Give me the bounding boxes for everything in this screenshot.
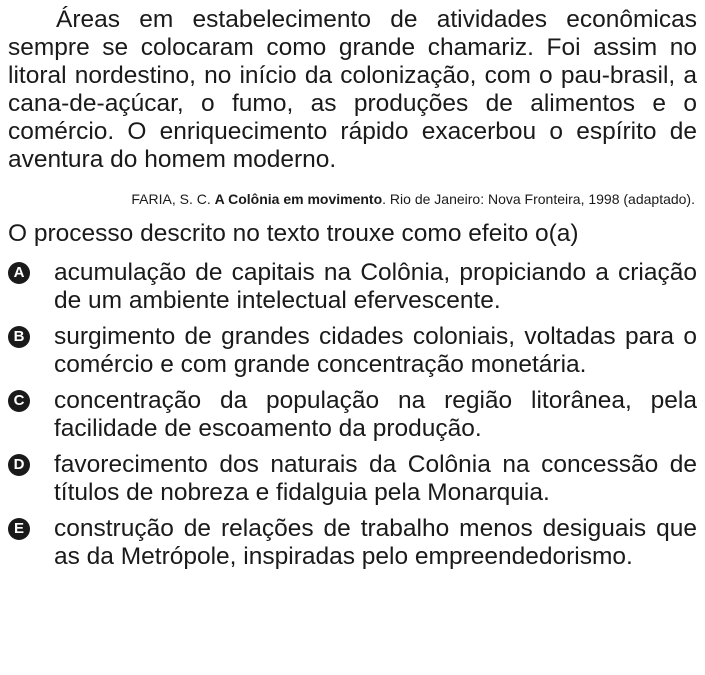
letter-c-badge: C xyxy=(8,390,30,412)
citation-publisher: . Rio de Janeiro: Nova Fronteira, 1998 (adaptado). xyxy=(382,191,695,207)
citation-author: FARIA, S. C. xyxy=(131,191,215,207)
alternative-b[interactable] xyxy=(8,323,697,379)
alternative-c[interactable] xyxy=(8,387,697,443)
alternative-c-text: concentração da população na região litorânea, pela facilidade de escoamento da produção. xyxy=(54,387,697,442)
letter-a-badge: A xyxy=(8,262,30,284)
alternative-d-text: favorecimento dos naturais da Colônia na concessão de títulos de nobreza e fidalguia pela Monarquia. xyxy=(54,451,697,506)
alternative-d[interactable] xyxy=(8,451,697,507)
letter-b-badge: B xyxy=(8,326,30,348)
question-stem: O processo descrito no texto trouxe como efeito o(a) xyxy=(8,220,579,247)
letter-d-badge: D xyxy=(8,454,30,476)
citation-work-title: A Colônia em movimento xyxy=(214,191,383,207)
alternative-e[interactable] xyxy=(8,515,697,571)
alternative-e-text: construção de relações de trabalho menos desiguais que as da Metrópole, inspiradas pelo empreendedorismo. xyxy=(54,515,697,570)
alternative-a-text: acumulação de capitais na Colônia, propiciando a criação de um ambiente intelectual efervescente. xyxy=(54,259,697,314)
source-citation xyxy=(8,190,697,208)
alternative-a[interactable] xyxy=(8,259,697,315)
alternatives-list xyxy=(8,259,697,571)
letter-e-badge: E xyxy=(8,518,30,540)
alternative-b-text: surgimento de grandes cidades coloniais, voltadas para o comércio e com grande concentração monetária. xyxy=(54,323,697,378)
passage-text: Áreas em estabelecimento de atividades econômicas sempre se colocaram como grande chamariz. Foi assim no litoral nordestino, no início da colonização, com o pau-brasil, a cana-de-açúcar, o fumo, as produções de alimentos e o comércio. O enriquecimento rápido exacerbou o espírito de aventura do homem moderno. xyxy=(8,6,697,173)
